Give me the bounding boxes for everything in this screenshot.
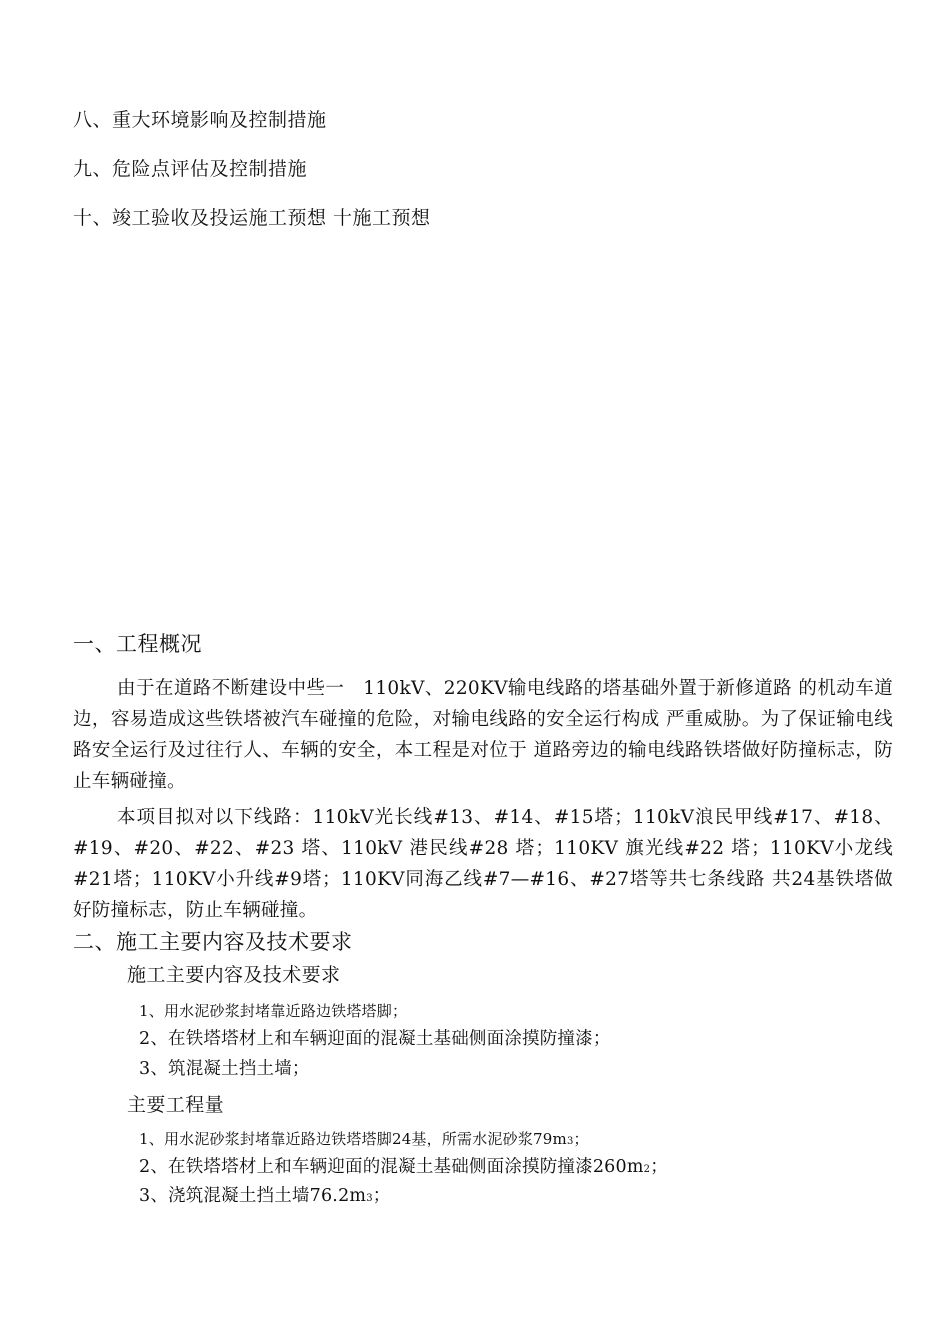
list-item xyxy=(139,1132,589,1147)
toc-item-8: 八、重大环境影响及控制措施 xyxy=(73,109,327,131)
list-item-punct: ； xyxy=(372,1186,391,1206)
list-item-text: 2、在铁塔塔材上和车辆迎面的混凝土基础侧面涂摸防撞漆260m xyxy=(139,1157,644,1177)
list-item xyxy=(139,1159,668,1177)
list-item: 3、筑混凝土挡土墙； xyxy=(139,1059,310,1079)
paragraph: 由于在道路不断建设中些一 110kV、220KV输电线路的塔基础外置于新修道路 的机动车道边，容易造成这些铁塔被汽车碰撞的危险，对输电线路的安全运行构成 严重威胁。为了保证输电线路安全运行及过往行人、车辆的安全，本工程是对位于 道路旁边的输电线路铁塔做好防撞标志，防止车辆碰撞。 xyxy=(73,678,893,792)
toc-item-9: 九、危险点评估及控制措施 xyxy=(73,158,308,180)
list-item-text: 3、浇筑混凝土挡土墙76.2m xyxy=(139,1186,367,1206)
section-heading: 一、工程概况 xyxy=(73,632,202,656)
subsection-heading: 施工主要内容及技术要求 xyxy=(127,964,341,986)
list-item: 1、用水泥砂浆封堵靠近路边铁塔塔脚； xyxy=(139,1002,408,1020)
toc-item-10: 十、竣工验收及投运施工预想 十施工预想 xyxy=(73,207,431,229)
list-item-punct: ； xyxy=(650,1157,668,1177)
list-item xyxy=(139,1188,390,1206)
section-heading: 二、施工主要内容及技术要求 xyxy=(73,930,353,954)
unit-exponent: 2 xyxy=(643,1164,651,1175)
subsection-heading: 主要工程量 xyxy=(127,1094,225,1116)
unit-exponent: 3 xyxy=(566,1136,574,1147)
unit-exponent: 3 xyxy=(366,1193,373,1204)
list-item-text: 1、用水泥砂浆封堵靠近路边铁塔塔脚24基，所需水泥砂浆79m xyxy=(139,1130,567,1148)
list-item-punct: ； xyxy=(573,1130,589,1148)
paragraph: 本项目拟对以下线路：110kV光长线#13、#14、#15塔；110kV浪民甲线#17、#18、#19、#20、#22、#23 塔、110kV 港民线#28 塔；110KV 旗光线#22 塔；110KV小龙线#21塔；110KV小升线#9塔；110KV同海乙线#7—#16、#27塔等共七条线路 共24基铁塔做好防撞标志，防止车辆碰撞。 xyxy=(73,807,893,921)
list-item: 2、在铁塔塔材上和车辆迎面的混凝土基础侧面涂摸防撞漆； xyxy=(139,1029,611,1049)
